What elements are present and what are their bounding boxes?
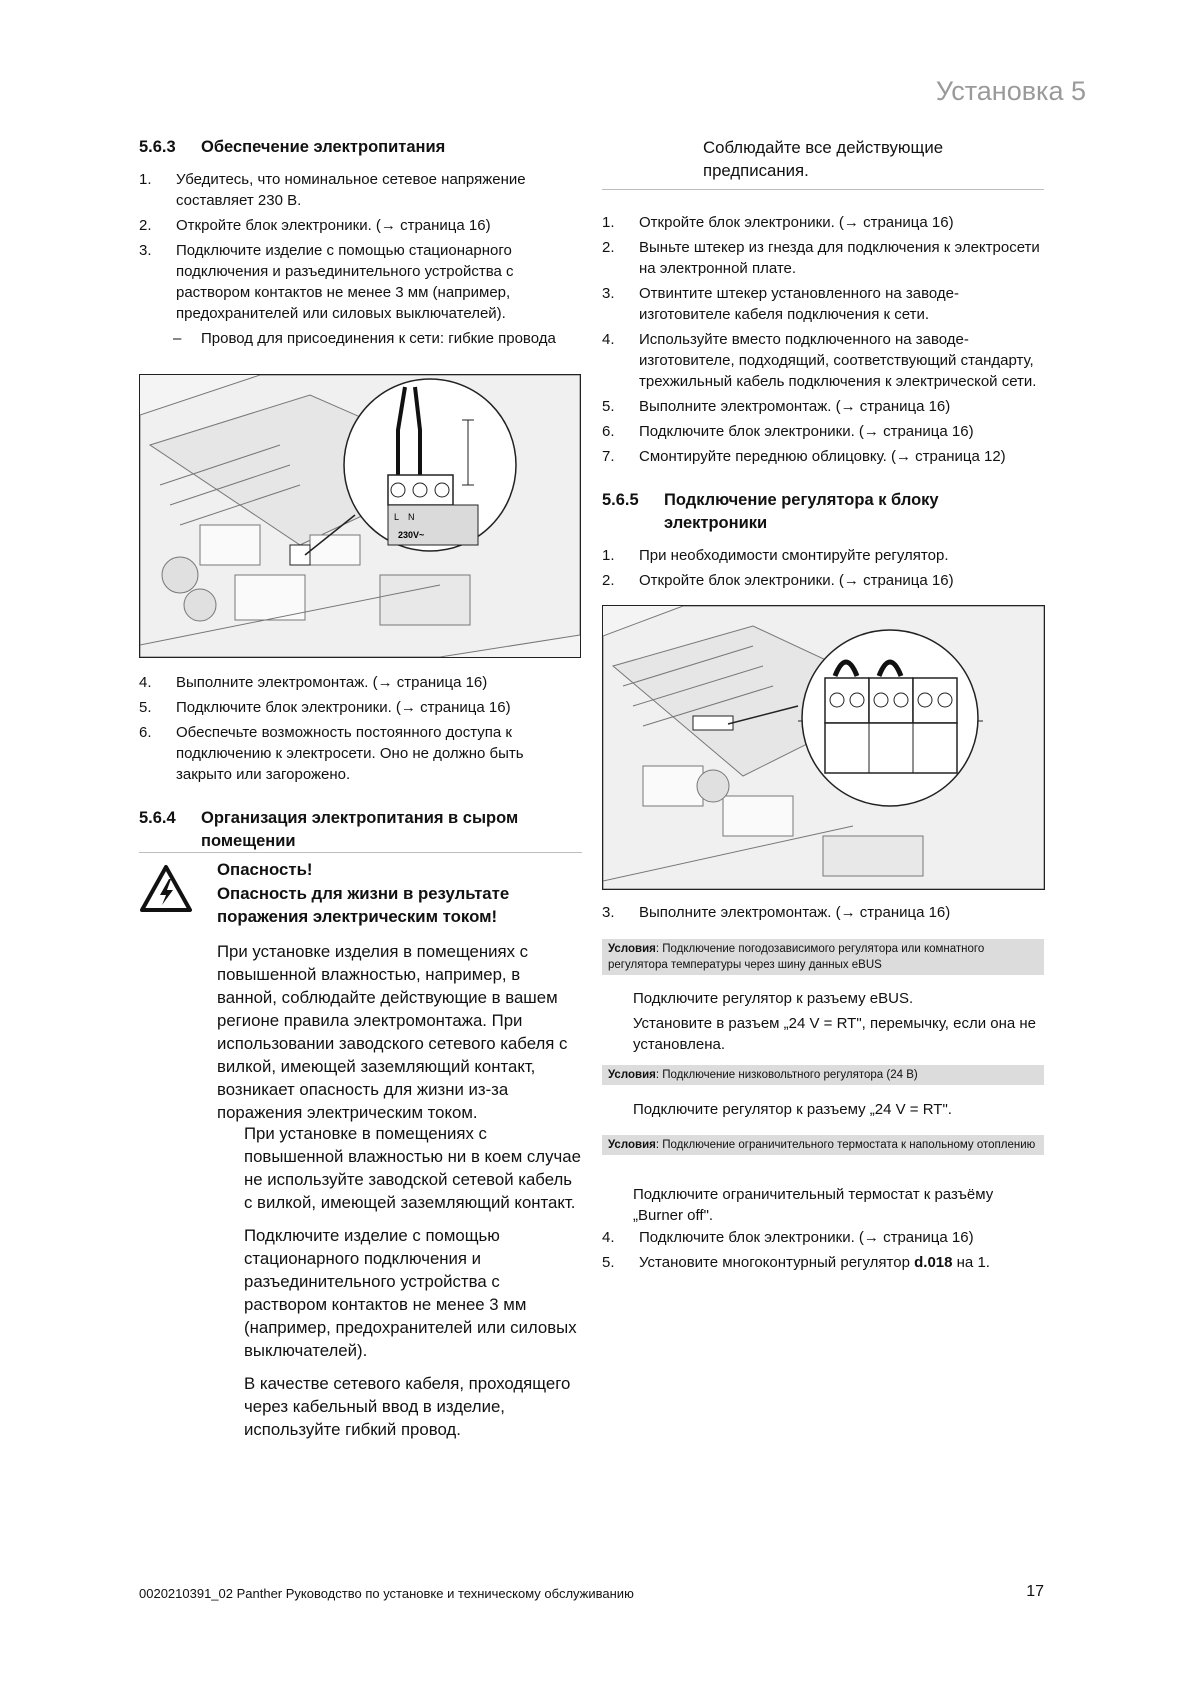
list-item: 5. Подключите блок электроники. (→ страница 16): [139, 699, 511, 716]
list-item: 1. При необходимости смонтируйте регулятор.: [602, 547, 949, 564]
electronics-board-drawing: [140, 375, 580, 657]
list-item: 5. Установите многоконтурный регулятор d.018 на 1.: [602, 1254, 990, 1271]
danger-headline: Опасность для жизни в результате поражения электрическим током!: [217, 884, 510, 926]
voltage-label: 230V~: [398, 530, 425, 540]
list-item: 6. Подключите блок электроники. (→ страница 16): [602, 423, 974, 440]
intro-text: Соблюдайте все действующие предписания.: [703, 138, 944, 180]
list-item: 7. Смонтируйте переднюю облицовку. (→ страница 12): [602, 448, 1006, 465]
heading-5-6-3: [139, 136, 582, 159]
list-item: 1. Убедитесь, что номинальное сетевое напряжение составляет 230 В.: [139, 171, 526, 209]
condition-box-24v: Условия: Подключение низковольтного регулятора (24 В): [602, 1065, 1044, 1085]
damp-room-instructions: [244, 1122, 582, 1441]
electric-hazard-icon: [139, 864, 193, 914]
list-item: 4. Выполните электромонтаж. (→ страница 16): [139, 674, 488, 691]
left-column: [139, 136, 582, 353]
power-terminal-figure: [139, 374, 581, 658]
list-item: 3. Отвинтите штекер установленного на заводе-изготовителе кабеля подключения к сети.: [602, 285, 959, 323]
danger-label: Опасность!: [217, 860, 313, 879]
left-column-continued: [139, 672, 582, 853]
danger-block: [217, 858, 582, 1124]
list-item: 5. Выполните электромонтаж. (→ страница 16): [602, 398, 951, 415]
list-item: 3. Подключите изделие с помощью стационарного подключения и разъединительного устройства с раствором контактов не менее 3 мм (например, предохранителей или силовых выключателей).: [139, 242, 514, 322]
page-number: 17: [1026, 1583, 1044, 1600]
right-column-lower: [602, 902, 1044, 927]
terminal-label-l: L: [394, 512, 400, 522]
paragraph: В качестве сетевого кабеля, проходящего через кабельный ввод в изделие, используйте гибкий провод.: [244, 1374, 571, 1439]
condition-floor-steps: [633, 1184, 1043, 1226]
paragraph: Подключите регулятор к разъему „24 V = RT".: [633, 1101, 952, 1118]
terminal-label-n: N: [408, 512, 415, 522]
right-column: [602, 212, 1044, 595]
heading-5-6-4: 5.6.4 Организация электропитания в сыром помещении: [139, 809, 519, 850]
sub-list-item: – Провод для присоединения к сети: гибкие провода: [173, 330, 556, 347]
right-column-final: [602, 1227, 1044, 1277]
paragraph: Подключите изделие с помощью стационарного подключения и разъединительного устройства с раствором контактов не менее 3 мм (например, предохранителей или силовых выключателей).: [244, 1226, 577, 1360]
condition-ebus-steps: [633, 988, 1043, 1055]
regulator-terminal-figure: [602, 605, 1045, 890]
condition-24v-steps: [633, 1099, 1043, 1120]
list-item: 6. Обеспечьте возможность постоянного доступа к подключению к электросети. Оно не должно быть закрыто или загорожено.: [139, 724, 524, 783]
section-header: Установка 5: [935, 76, 1086, 106]
paragraph: Подключите ограничительный термостат к разъёму „Burner off".: [633, 1186, 994, 1224]
divider: [602, 189, 1044, 190]
regulator-board-drawing: [603, 606, 1044, 889]
footer-document-title: 0020210391_02 Panther Руководство по установке и техническому обслуживанию: [139, 1586, 634, 1601]
heading-5-6-5: 5.6.5 Подключение регулятора к блоку электроники: [602, 491, 939, 532]
heading-number: 5.6.3: [139, 138, 176, 156]
paragraph: Подключите регулятор к разъему eBUS.: [633, 990, 914, 1007]
paragraph: Установите в разъем „24 V = RT", перемычку, если она не установлена.: [633, 1015, 1037, 1053]
divider: [139, 852, 582, 853]
list-item: 3. Выполните электромонтаж. (→ страница 16): [602, 904, 951, 921]
list-item: 2. Выньте штекер из гнезда для подключения к электросети на электронной плате.: [602, 239, 1040, 277]
list-item: 4. Используйте вместо подключенного на заводе-изготовителе, подходящий, соответствующий стандарту, трехжильный кабель подключения к электрической сети.: [602, 331, 1037, 390]
list-item: 4. Подключите блок электроники. (→ страница 16): [602, 1229, 974, 1246]
list-item: 1. Откройте блок электроники. (→ страница 16): [602, 214, 954, 231]
heading-title: Обеспечение электропитания: [201, 138, 446, 156]
condition-box-floor: Условия: Подключение ограничительного термостата к напольному отоплению: [602, 1135, 1044, 1155]
list-item: 2. Откройте блок электроники. (→ страница 16): [139, 217, 491, 234]
list-item: 2. Откройте блок электроники. (→ страница 16): [602, 572, 954, 589]
condition-box-ebus: Условия: Подключение погодозависимого регулятора или комнатного регулятора температуры через шину данных eBUS: [602, 939, 1044, 975]
paragraph: При установке в помещениях с повышенной влажностью ни в коем случае не используйте заводской сетевой кабель с вилкой, имеющей заземляющий контакт.: [244, 1124, 581, 1212]
danger-body: При установке изделия в помещениях с повышенной влажностью, например, в ванной, соблюдайте действующие в вашем регионе правила электромонтажа. При использовании заводского сетевого кабеля с вилкой, имеющей заземляющий контакт, возникает опасность для жизни из-за поражения электрическим током.: [217, 942, 568, 1122]
